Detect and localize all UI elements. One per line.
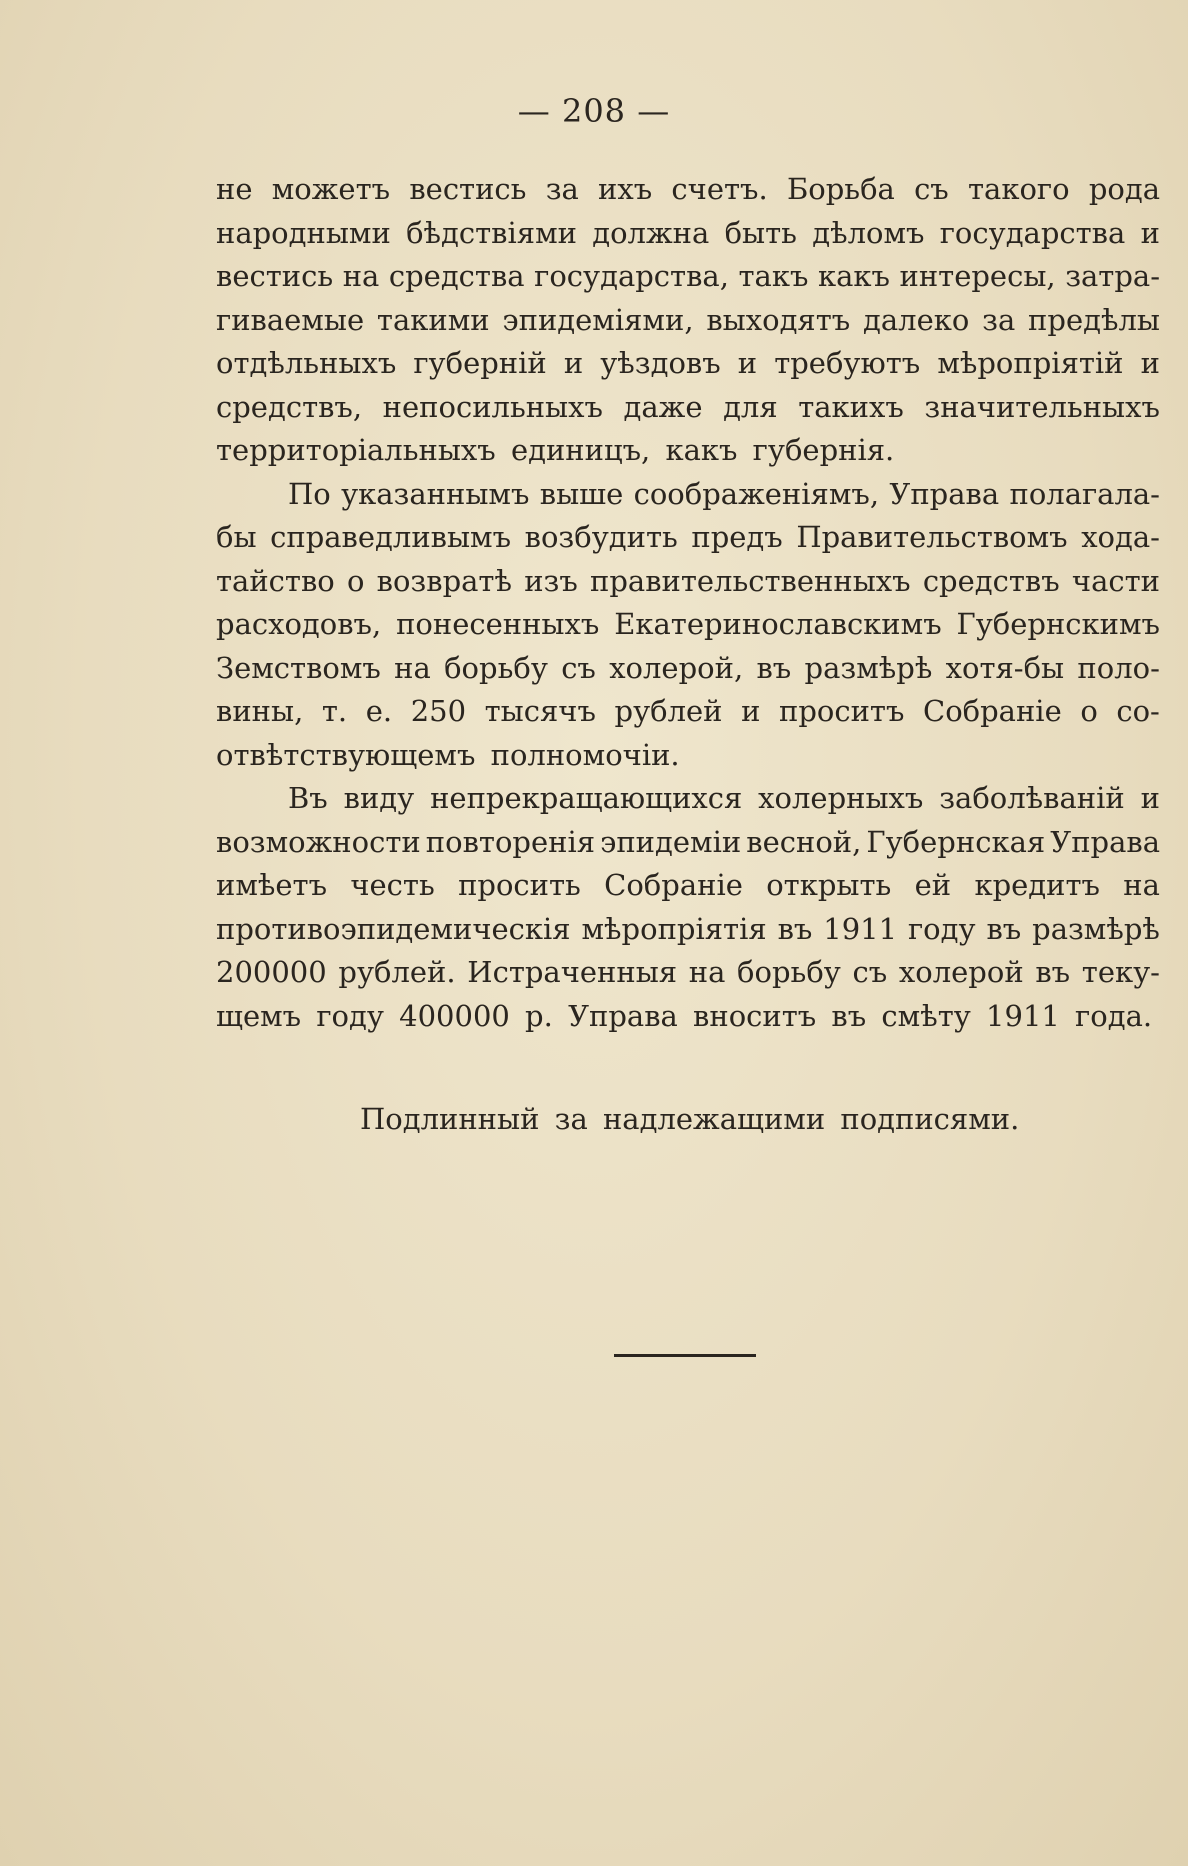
page-number: — 208 —: [517, 92, 671, 130]
text-line: противоэпидемическія мѣропріятія въ 1911 году въ размѣрѣ: [216, 911, 1160, 946]
end-rule: [614, 1354, 756, 1357]
text-line: народными бѣдствіями должна быть дѣломъ государства и: [216, 215, 1160, 250]
text-line: бы справедливымъ возбудить предъ Правительствомъ хода-: [216, 520, 1160, 554]
paragraph: [216, 777, 1160, 1038]
text-line: вестись на средства государства, такъ какъ интересы, затра-: [216, 259, 1160, 293]
paragraph: [216, 168, 1160, 473]
text-line: вины, т. е. 250 тысячъ рублей и проситъ Собраніе о со-: [216, 694, 1160, 728]
text-line: Земствомъ на борьбу съ холерой, въ размѣрѣ хотя-бы поло-: [216, 650, 1160, 685]
text-line: расходовъ, понесенныхъ Екатеринославскимъ Губернскимъ: [216, 607, 1160, 641]
text-line: Въ виду непрекращающихся холерныхъ заболѣваній и: [288, 781, 1160, 815]
text-line: не можетъ вестись за ихъ счетъ. Борьба съ такого рода: [216, 172, 1160, 206]
text-line: 200000 рублей. Истраченныя на борьбу съ холерой въ теку-: [216, 955, 1160, 989]
closing-signature-note: Подлинный за надлежащими подписями.: [360, 1102, 1020, 1136]
text-line: щемъ году 400000 р. Управа вноситъ въ смѣту 1911 года.: [216, 998, 1153, 1033]
text-line: отдѣльныхъ губерній и уѣздовъ и требуютъ мѣропріятій и: [216, 346, 1160, 380]
text-line: имѣетъ честь просить Собраніе открыть ей кредитъ на: [216, 868, 1160, 902]
text-line: тайство о возвратѣ изъ правительственныхъ средствъ части: [216, 563, 1160, 598]
text-line: По указаннымъ выше соображеніямъ, Управа полагала-: [288, 476, 1160, 511]
text-line: средствъ, непосильныхъ даже для такихъ значительныхъ: [216, 389, 1160, 424]
body-text: [216, 168, 1160, 1038]
text-line: территоріальныхъ единицъ, какъ губернія.: [216, 433, 895, 467]
text-line: возможности повторенія эпидеміи весной, Губернская Управа: [216, 824, 1160, 859]
text-line: гиваемые такими эпидеміями, выходятъ далеко за предѣлы: [216, 302, 1160, 337]
text-line: отвѣтствующемъ полномочіи.: [216, 737, 680, 772]
paragraph: [216, 473, 1160, 778]
